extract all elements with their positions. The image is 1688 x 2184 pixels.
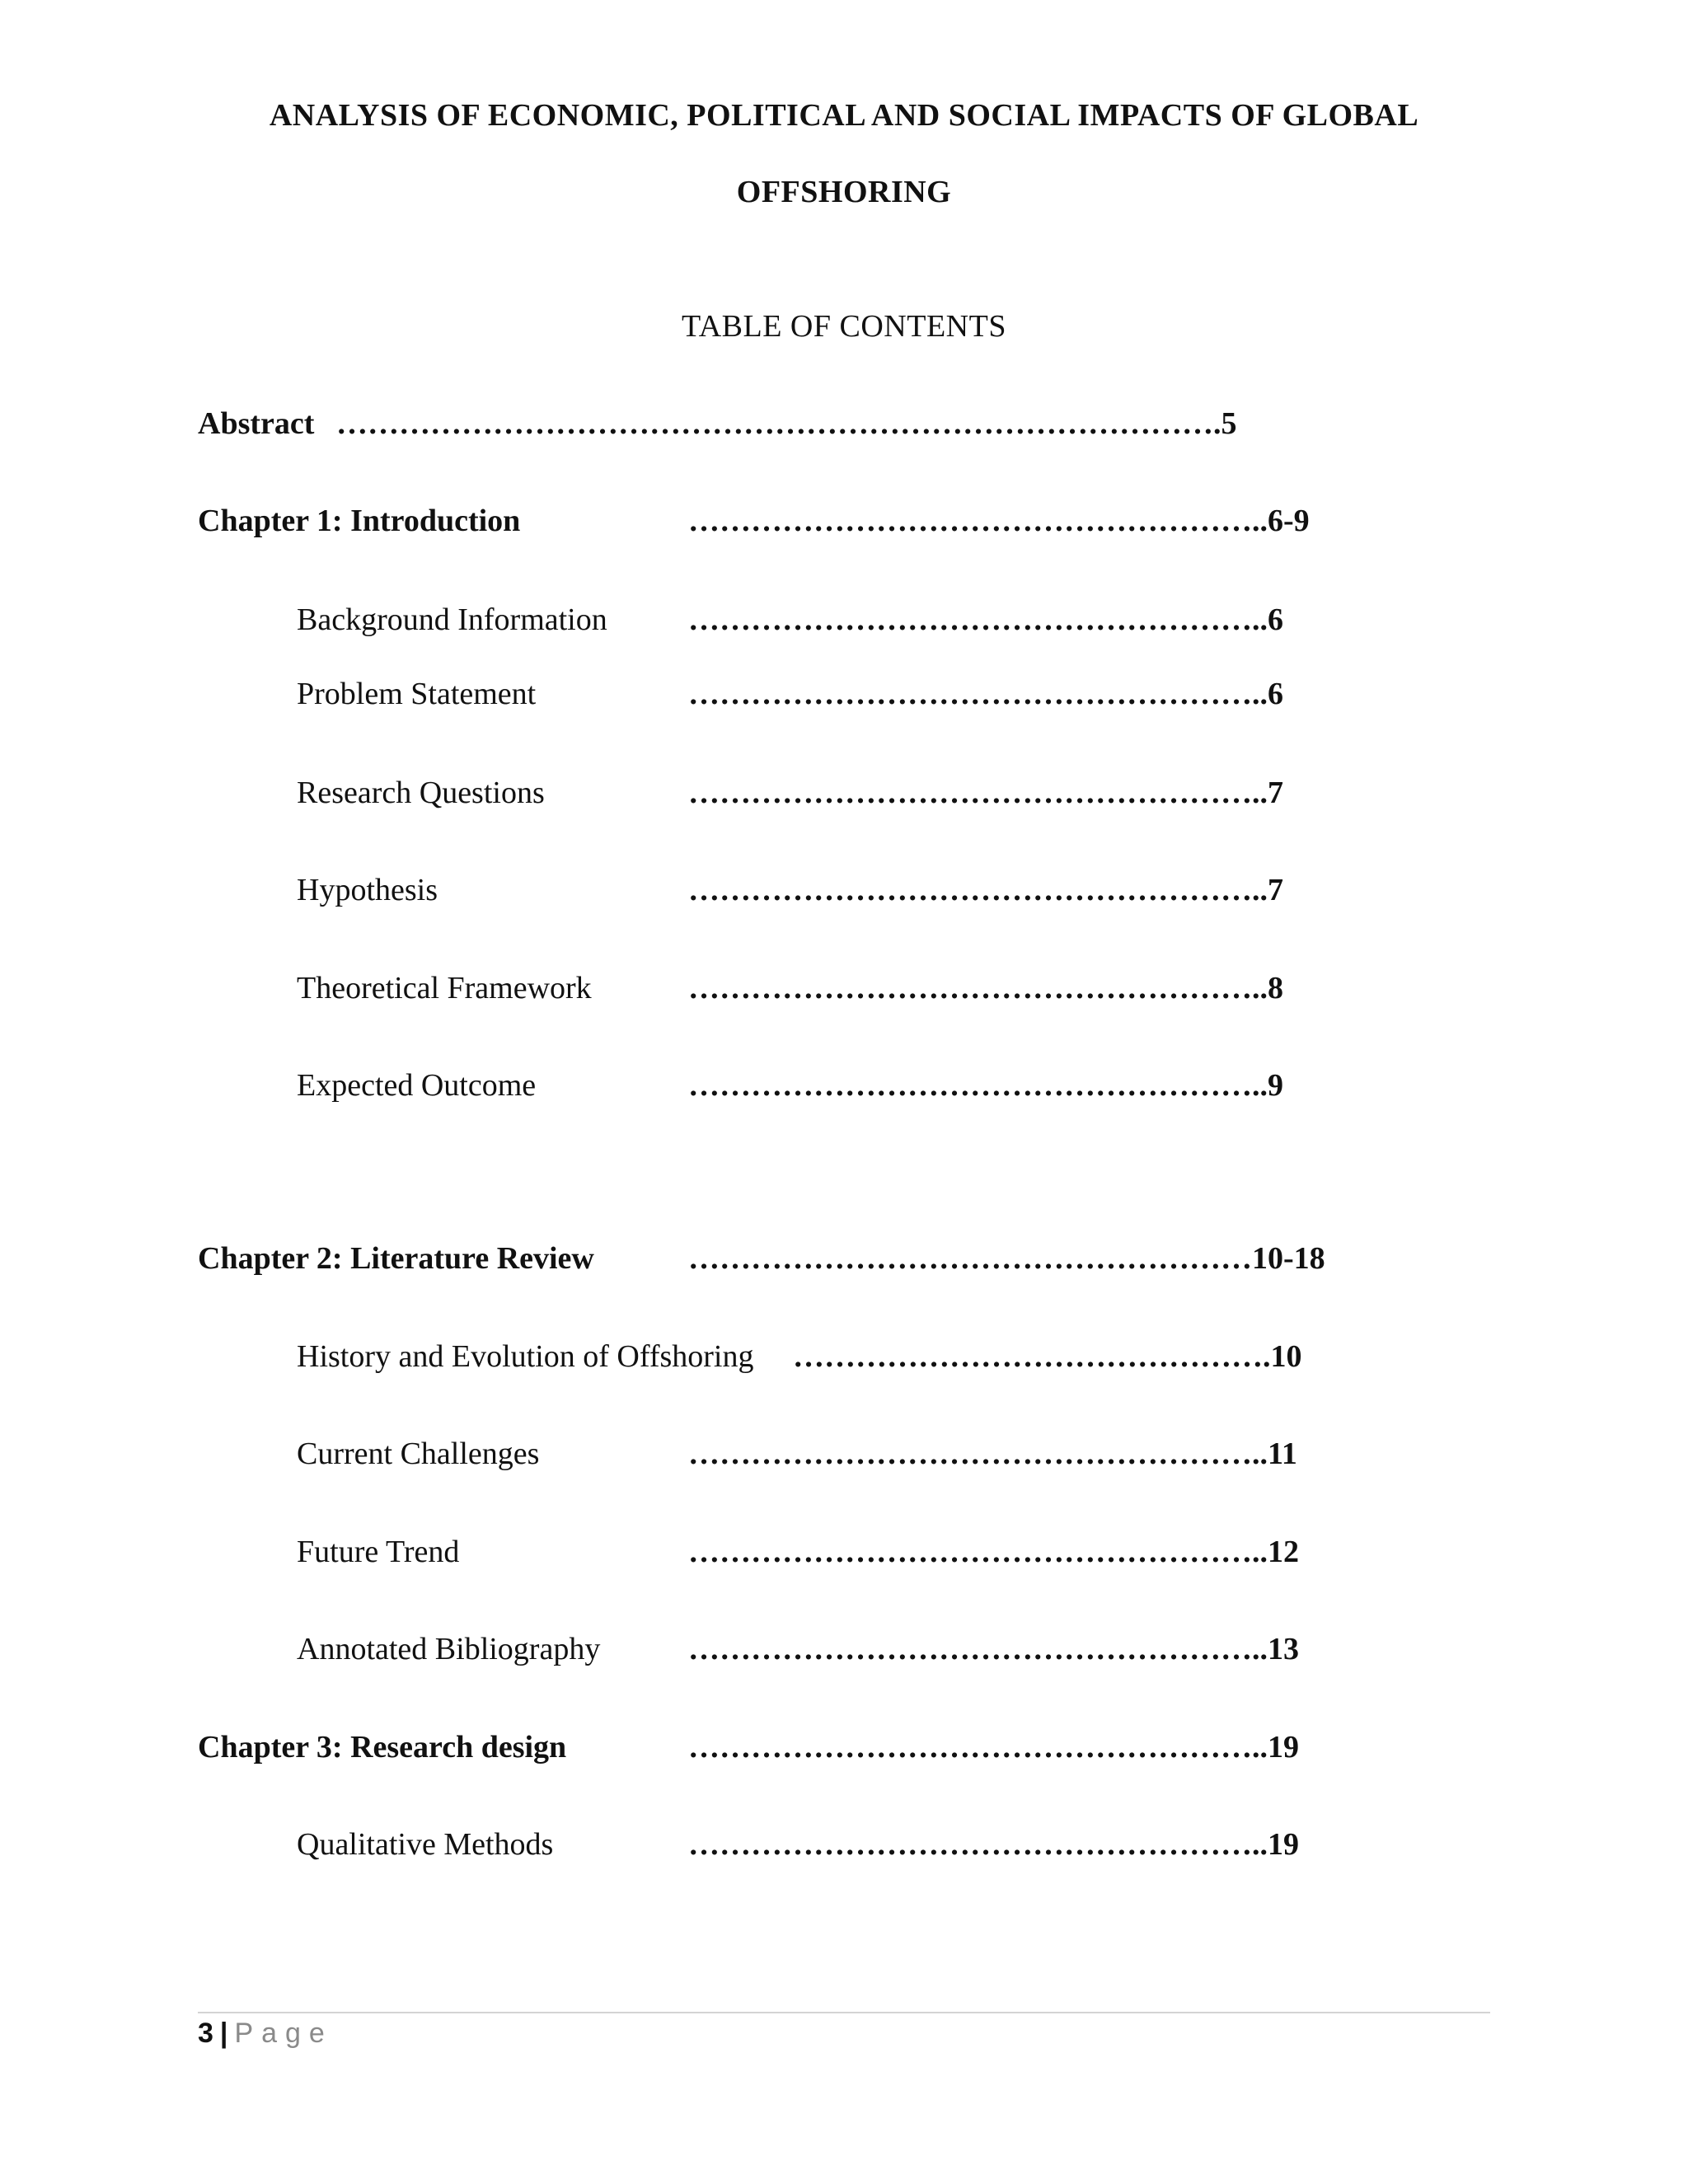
toc-entry-label: Abstract bbox=[198, 406, 315, 441]
toc-entry-leader-page: ………………………………………………..9 bbox=[688, 1068, 1283, 1103]
document-title-line-1: ANALYSIS OF ECONOMIC, POLITICAL AND SOCIAL IMPACTS OF GLOBAL bbox=[269, 98, 1419, 133]
toc-entry-label: Chapter 2: Literature Review bbox=[198, 1241, 594, 1276]
toc-entry-leader-page: ………………………………………………..7 bbox=[688, 776, 1283, 810]
toc-entry-label: Future Trend bbox=[297, 1535, 460, 1569]
toc-entry-leader-page: ………………………………………………..19 bbox=[688, 1827, 1299, 1862]
toc-entry-label: Annotated Bibliography bbox=[297, 1632, 601, 1666]
toc-entry-leader-page: ………………………………………………………………………….5 bbox=[336, 406, 1237, 441]
document-title-line-2: OFFSHORING bbox=[736, 175, 952, 209]
toc-entry-leader-page: ………………………………………………10-18 bbox=[688, 1241, 1325, 1276]
toc-entry-leader-page: ………………………………………………..11 bbox=[688, 1436, 1297, 1471]
toc-entry-label: Chapter 1: Introduction bbox=[198, 504, 521, 538]
toc-heading: TABLE OF CONTENTS bbox=[682, 309, 1006, 344]
toc-entry-label: Chapter 3: Research design bbox=[198, 1730, 567, 1765]
toc-entry-leader-page: ………………………………………………..13 bbox=[688, 1632, 1299, 1666]
footer-separator: | bbox=[219, 2018, 228, 2049]
toc-entry-leader-page: ……………………………………….10 bbox=[793, 1339, 1302, 1374]
toc-entry-label: Problem Statement bbox=[297, 677, 537, 711]
toc-entry-leader-page: ………………………………………………..7 bbox=[688, 873, 1283, 907]
toc-entry-leader-page: ………………………………………………..12 bbox=[688, 1535, 1299, 1569]
footer-divider bbox=[198, 2012, 1490, 2013]
toc-entry-label: Research Questions bbox=[297, 776, 545, 810]
toc-entry-label: Hypothesis bbox=[297, 873, 438, 907]
page-word: Page bbox=[234, 2018, 333, 2049]
toc-entry-label: Expected Outcome bbox=[297, 1068, 537, 1103]
toc-entry-leader-page: ………………………………………………..8 bbox=[688, 971, 1283, 1005]
toc-entry-label: Qualitative Methods bbox=[297, 1827, 554, 1862]
toc-entry-label: Theoretical Framework bbox=[297, 971, 592, 1005]
toc-entry-label: History and Evolution of Offshoring bbox=[297, 1339, 754, 1374]
toc-entry-label: Current Challenges bbox=[297, 1436, 540, 1471]
page-number: 3 bbox=[198, 2018, 213, 2049]
toc-entry-leader-page: ………………………………………………..6-9 bbox=[688, 504, 1310, 538]
toc-entry-leader-page: ………………………………………………..6 bbox=[688, 602, 1283, 637]
toc-entry-leader-page: ………………………………………………..19 bbox=[688, 1730, 1299, 1765]
toc-entry-label: Background Information bbox=[297, 602, 607, 637]
page-footer bbox=[198, 2018, 333, 2050]
toc-entry-leader-page: ………………………………………………..6 bbox=[688, 677, 1283, 711]
